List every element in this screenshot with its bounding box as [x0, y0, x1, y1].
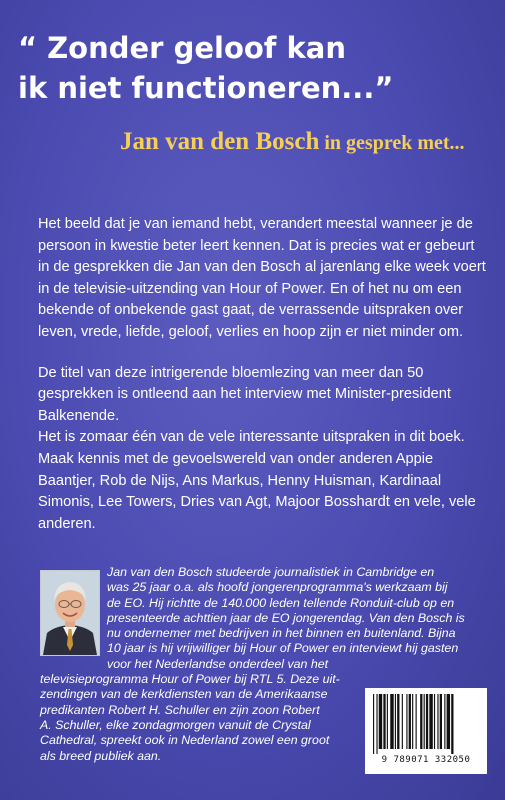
bio-line: predikanten Robert H. Schuller en zijn zoon Robert [40, 702, 320, 717]
barcode-bars [373, 694, 479, 754]
cover-quote [18, 28, 488, 108]
bio-line: Cathedral, spreekt ook in Nederland zowel een groot [40, 733, 330, 748]
author-subtitle [120, 128, 465, 156]
isbn-number: 9 789071 332050 [381, 755, 471, 765]
bio-line: als breed publiek aan. [40, 748, 162, 763]
bio-line: A. Schuller, elke zondagmorgen vanuit de Crystal [40, 717, 311, 732]
isbn-barcode [365, 688, 487, 774]
bio-line: presenteerde achttien jaar de EO jongerendag. Van den Bosch is [107, 610, 465, 625]
bio-line: was 25 jaar o.a. als hoofd jongerenprogramma's werkzaam bij [107, 580, 448, 595]
bio-line: zendingen van de kerkdiensten van de Amerikaanse [40, 687, 328, 702]
blurb-paragraph-2: De titel van deze intrigerende bloemlezing van meer dan 50 gesprekken is ontleend aan het interview met Minister-president Balkenende. [38, 364, 451, 424]
author-name: Jan van den Bosch [120, 128, 320, 155]
bio-line: de EO. Hij richtte de 140.000 leden tellende Ronduit-club op en [107, 595, 455, 610]
bio-line: voor het Nederlandse onderdeel van het [107, 656, 329, 671]
blurb [38, 214, 488, 535]
quote-line-1: “ Zonder geloof kan [18, 31, 347, 65]
bio-line: 10 jaar is hij vrijwilliger bij Hour of Power en interviewt hij gasten [107, 641, 459, 656]
subtitle-rest: in gesprek met... [319, 132, 465, 154]
bio-line: nu ondernemer met bedrijven in het binnen en buitenland. Bijna [107, 626, 456, 641]
blurb-paragraph-1: Het beeld dat je van iemand hebt, verandert meestal wanneer je de persoon in kwestie beter leert kennen. Dat is precies wat er gebeurt in de gesprekken die Jan van den Bosch al jarenlang elke week voert in de televisie-uitzending van Hour of Power. En of het nu om een bekende of onbekende gast gaat, de verrassende uitspraken over leven, vrede, liefde, geloof, verlies en hoop zijn er niet minder om. [38, 216, 486, 340]
blurb-paragraph-3: Het is zomaar één van de vele interessante uitspraken in dit boek. Maak kennis met de gevoelswereld van onder anderen Appie Baantjer, Rob de Nijs, Ans Markus, Henny Huisman, Kardinaal Simonis, Lee Towers, Dries van Agt, Majoor Bosshardt en vele, vele anderen. [38, 429, 476, 532]
bio-line: televisieprogramma Hour of Power bij RTL 5. Deze uit- [40, 672, 340, 687]
bio-line: Jan van den Bosch studeerde journalistiek in Cambridge en [107, 565, 435, 579]
quote-line-2: ik niet functioneren...” [18, 71, 394, 105]
